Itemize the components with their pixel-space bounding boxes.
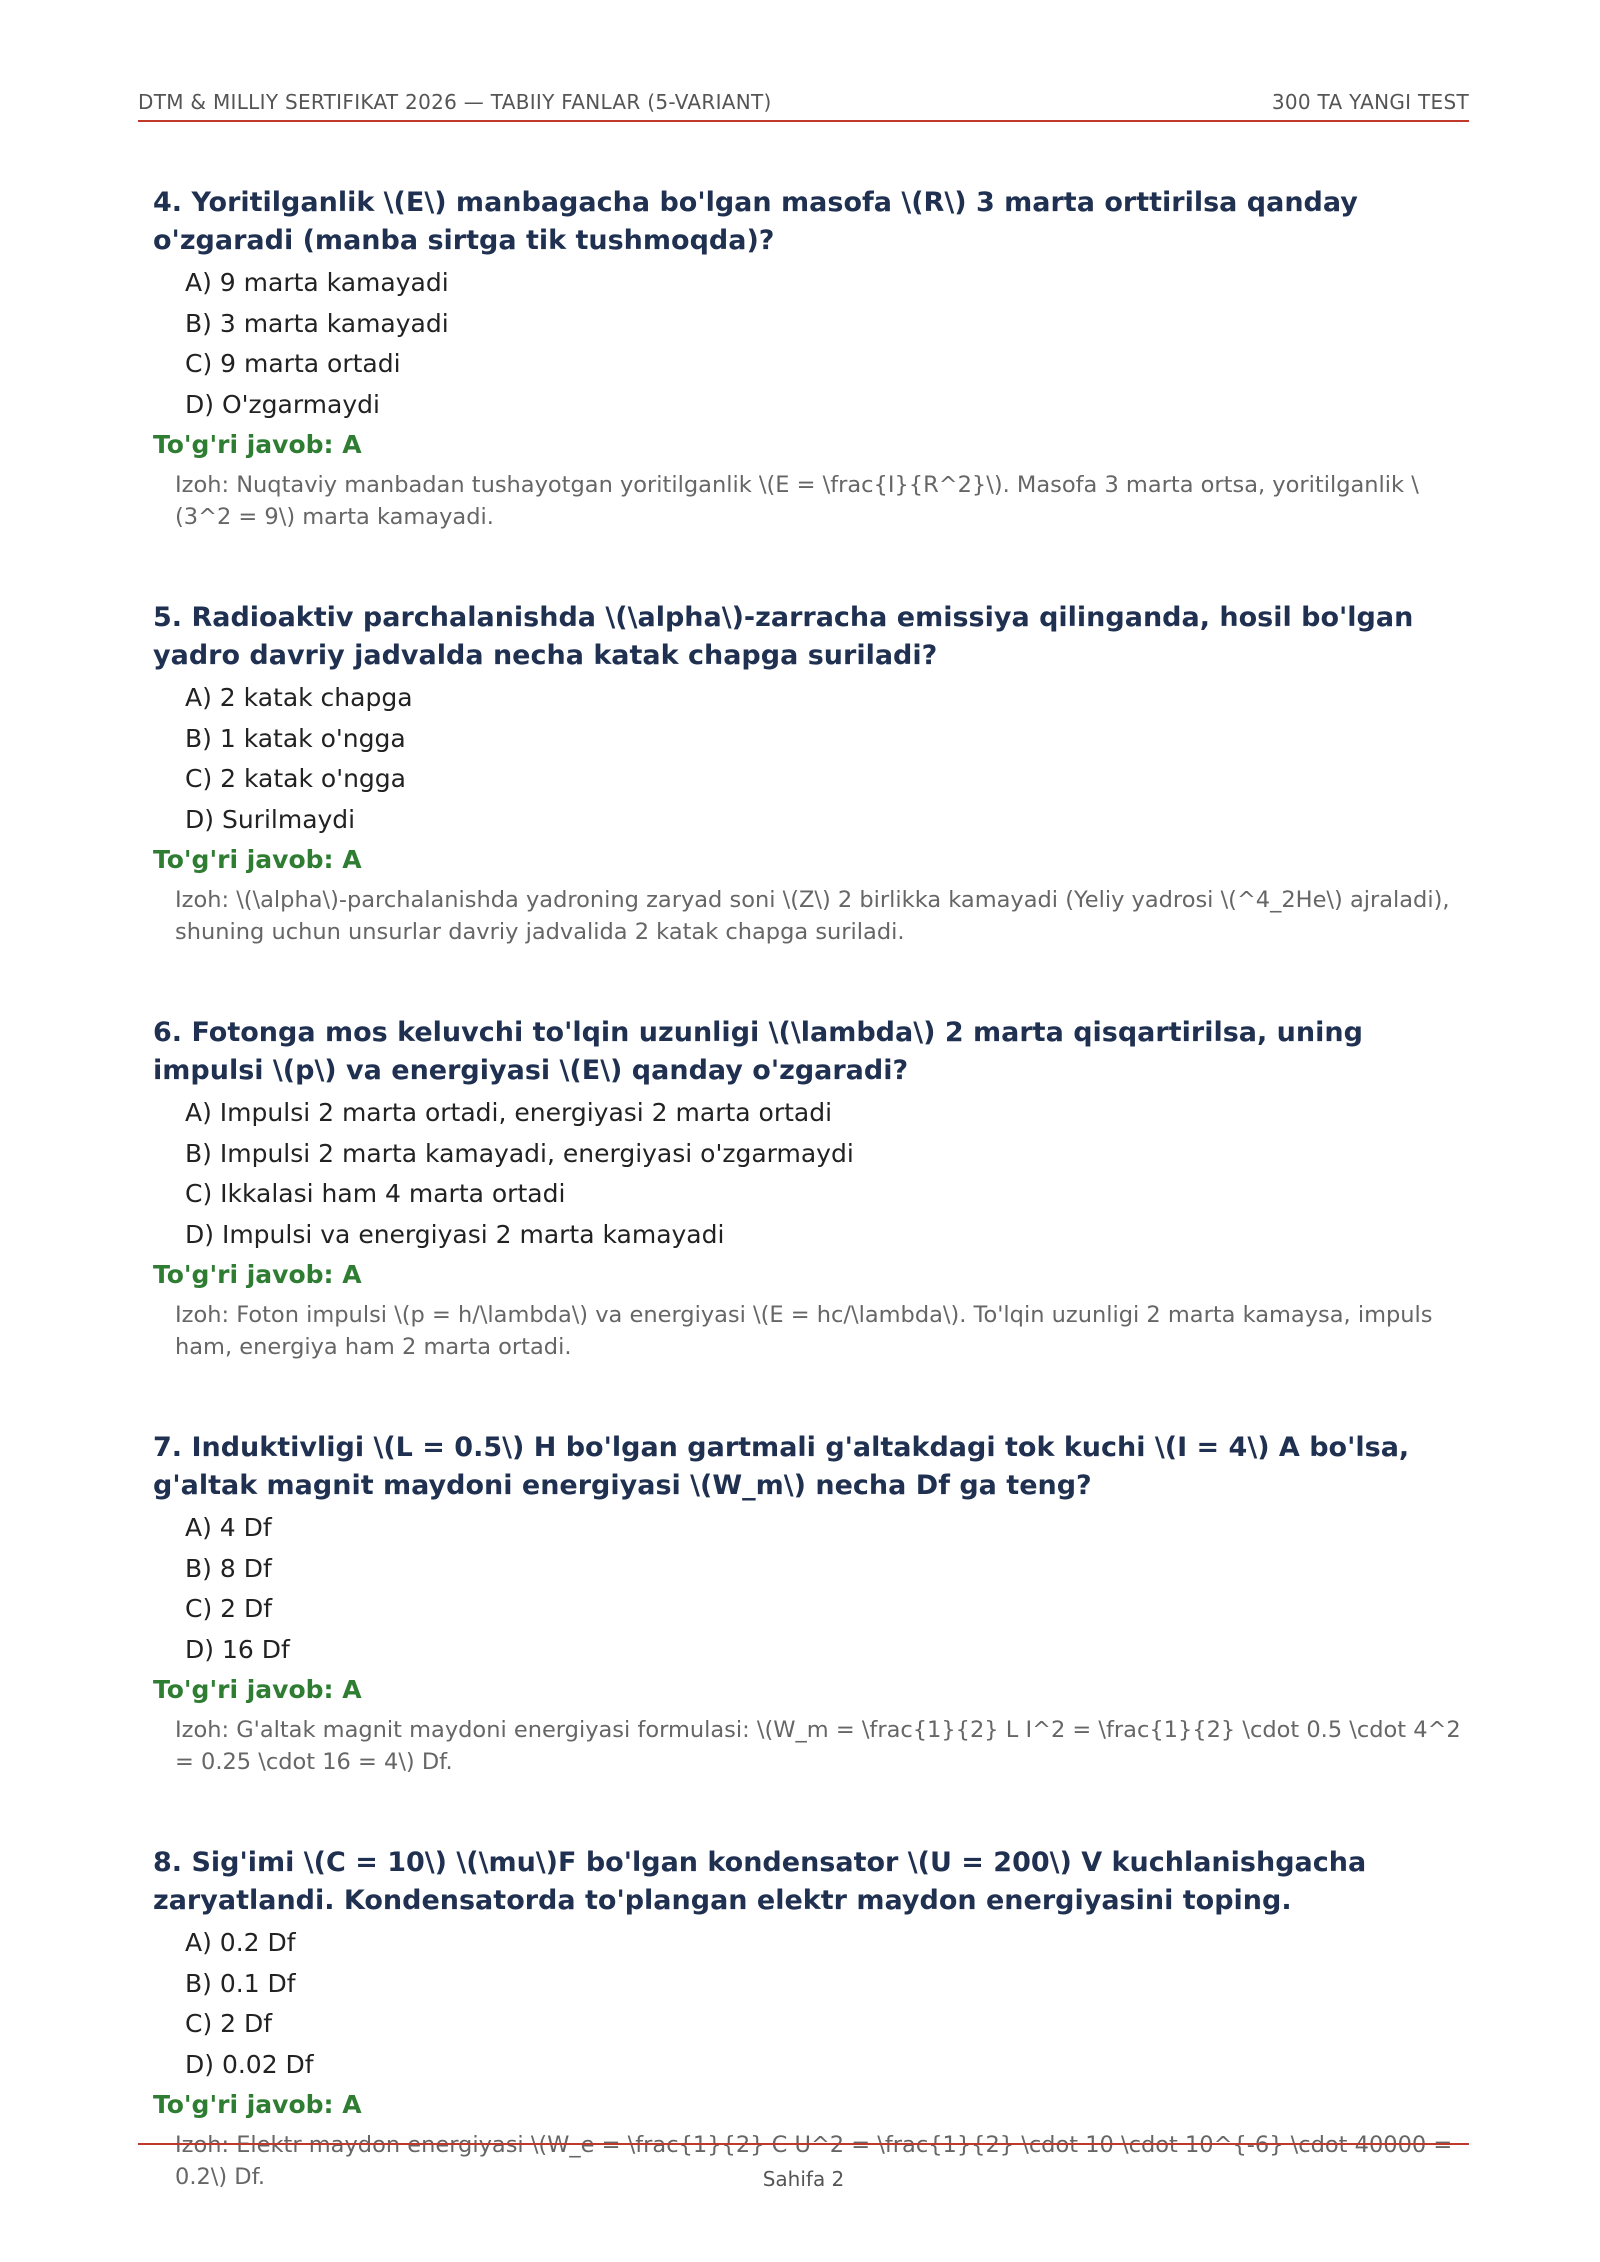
question-5 bbox=[153, 599, 1453, 948]
option-d: D) 16 Df bbox=[185, 1634, 290, 1664]
option-d: D) O'zgarmaydi bbox=[185, 389, 380, 419]
question-list bbox=[153, 184, 1461, 2259]
question-title: 7. Induktivligi \(L = 0.5\) H bo'lgan gartmali g'altakdagi tok kuchi \(I = 4\) A bo'lsa, g'altak magnit maydoni energiyasi \(W_m\) necha Df ga teng? bbox=[153, 1432, 1410, 1501]
answer-options bbox=[153, 263, 1453, 425]
question-6 bbox=[153, 1014, 1453, 1363]
question-title: 4. Yoritilganlik \(E\) manbagacha bo'lgan masofa \(R\) 3 marta orttirilsa qanday o'zgaradi (manba sirtga tik tushmoqda)? bbox=[153, 187, 1358, 256]
option-a: A) 4 Df bbox=[185, 1513, 272, 1542]
explanation-note: Izoh: Foton impulsi \(p = h/\lambda\) va energiyasi \(E = hc/\lambda\). To'lqin uzunligi 2 marta kamaysa, impuls ham, energiya ham 2 marta ortadi. bbox=[175, 1302, 1433, 1360]
correct-answer: To'g'ri javob: A bbox=[153, 845, 362, 874]
option-d: D) Surilmaydi bbox=[185, 804, 356, 834]
option-d: D) 0.02 Df bbox=[185, 2049, 314, 2079]
correct-answer: To'g'ri javob: A bbox=[153, 2090, 362, 2119]
option-a: A) 0.2 Df bbox=[185, 1928, 296, 1957]
option-c: C) 2 katak o'ngga bbox=[185, 764, 406, 793]
question-7 bbox=[153, 1429, 1461, 1778]
explanation-note: Izoh: Elektr maydon energiyasi \(W_e = \frac{1}{2} C U^2 = \frac{1}{2} \cdot 10 \cdot 10^{-6} \cdot 40000 = 0.2\) Df. bbox=[175, 2132, 1453, 2190]
question-title: 8. Sig'imi \(C = 10\) \(\mu\)F bo'lgan kondensator \(U = 200\) V kuchlanishgacha zaryatlandi. Kondensatorda to'plangan elektr maydon energiyasini toping. bbox=[153, 1847, 1367, 1916]
question-4 bbox=[153, 184, 1453, 533]
explanation-note: Izoh: G'altak magnit maydoni energiyasi formulasi: \(W_m = \frac{1}{2} L I^2 = \frac{1}{2} \cdot 0.5 \cdot 4^2 = 0.25 \cdot 16 = 4\) Df. bbox=[175, 1717, 1461, 1775]
correct-answer: To'g'ri javob: A bbox=[153, 430, 362, 459]
answer-options bbox=[153, 1508, 1453, 1670]
option-c: C) 2 Df bbox=[185, 2009, 273, 2038]
correct-answer: To'g'ri javob: A bbox=[153, 1260, 362, 1289]
answer-options bbox=[153, 678, 1453, 840]
header-test-count: 300 TA YANGI TEST bbox=[1271, 90, 1469, 114]
option-b: B) 0.1 Df bbox=[185, 1968, 296, 1998]
option-b: B) 3 marta kamayadi bbox=[185, 308, 449, 338]
page-header bbox=[138, 90, 1469, 122]
option-b: B) 1 katak o'ngga bbox=[185, 723, 406, 753]
explanation-note: Izoh: Nuqtaviy manbadan tushayotgan yoritilganlik \(E = \frac{I}{R^2}\). Masofa 3 marta ortsa, yoritilganlik \(3^2 = 9\) marta kamayadi. bbox=[175, 472, 1419, 530]
option-c: C) Ikkalasi ham 4 marta ortadi bbox=[185, 1179, 566, 1208]
question-title: 5. Radioaktiv parchalanishda \(\alpha\)-zarracha emissiya qilinganda, hosil bo'lgan yadro davriy jadvalda necha katak chapga suriladi? bbox=[153, 602, 1414, 671]
answer-options bbox=[153, 1923, 1453, 2085]
answer-options bbox=[153, 1093, 1453, 1255]
explanation-note: Izoh: \(\alpha\)-parchalanishda yadroning zaryad soni \(Z\) 2 birlikka kamayadi (Yeliy yadrosi \(^4_2He\) ajraladi), shuning uchun unsurlar davriy jadvalida 2 katak chapga suriladi. bbox=[175, 887, 1450, 945]
header-title: DTM & MILLIY SERTIFIKAT 2026 — TABIIY FANLAR (5-VARIANT) bbox=[138, 90, 772, 114]
option-a: A) 2 katak chapga bbox=[185, 683, 413, 712]
option-d: D) Impulsi va energiyasi 2 marta kamayadi bbox=[185, 1219, 725, 1249]
option-c: C) 2 Df bbox=[185, 1594, 273, 1623]
question-8 bbox=[153, 1844, 1453, 2193]
option-c: C) 9 marta ortadi bbox=[185, 349, 401, 378]
correct-answer: To'g'ri javob: A bbox=[153, 1675, 362, 1704]
option-a: A) Impulsi 2 marta ortadi, energiyasi 2 marta ortadi bbox=[185, 1098, 833, 1127]
option-b: B) 8 Df bbox=[185, 1553, 272, 1583]
question-title: 6. Fotonga mos keluvchi to'lqin uzunligi \(\lambda\) 2 marta qisqartirilsa, uning impulsi \(p\) va energiyasi \(E\) qanday o'zgaradi? bbox=[153, 1017, 1363, 1086]
page-number: Sahifa 2 bbox=[762, 2167, 845, 2191]
option-b: B) Impulsi 2 marta kamayadi, energiyasi o'zgarmaydi bbox=[185, 1138, 854, 1168]
option-a: A) 9 marta kamayadi bbox=[185, 268, 449, 297]
